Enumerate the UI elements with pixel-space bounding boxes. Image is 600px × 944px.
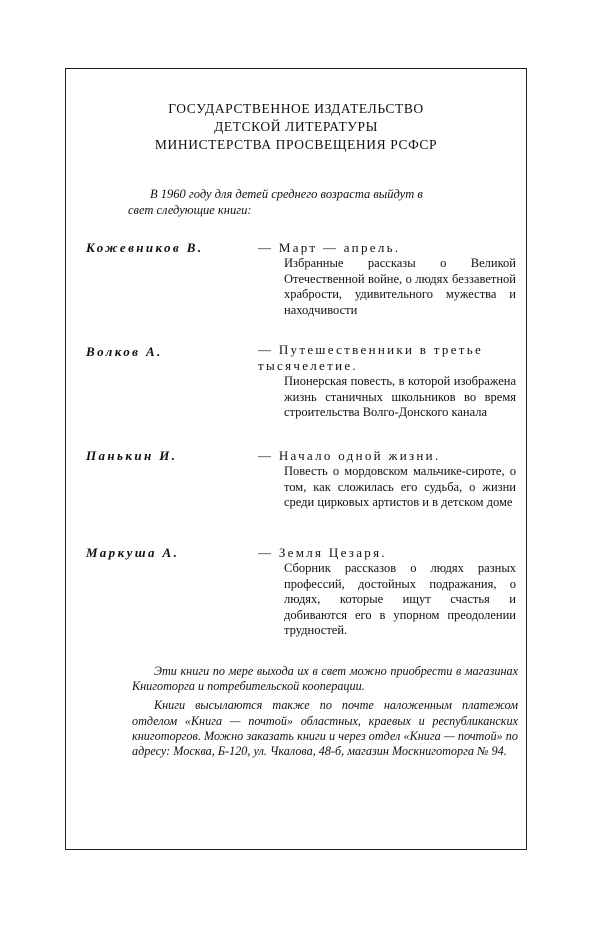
book-author: Кожевников В.: [86, 240, 204, 255]
intro-line-1: В 1960 году для детей среднего возраста выйдут в: [150, 187, 423, 201]
book-title: — Начало одной жизни.: [258, 448, 441, 463]
book-title: — Земля Цезаря.: [258, 545, 387, 560]
header-line-2: ДЕТСКОЙ ЛИТЕРАТУРЫ: [214, 119, 378, 134]
footer-paragraph-1: Эти книги по мере выхода их в свет можно приобрести в магазинах Книготорга и потребительской кооперации.: [132, 664, 518, 694]
book-author: Волков А.: [86, 344, 163, 359]
book-description: Пионерская повесть, в которой изображена жизнь станичных школьников во время строительства Волго-Донского канала: [284, 374, 516, 420]
book-author: Панькин И.: [86, 448, 178, 463]
header-line-1: ГОСУДАРСТВЕННОЕ ИЗДАТЕЛЬСТВО: [168, 101, 424, 116]
footer-paragraph-2: Книги высылаются также по почте наложенным платежом отделом «Книга — почтой» областных, краевых и республиканских книготоргов. Можно заказать книги и через отдел «Книга — почтой» по адресу: Москва, Б-120, ул. Чкалова, 48-б, магазин Москниготорга № 94.: [132, 698, 518, 759]
book-description: Сборник рассказов о людях разных профессий, достойных подражания, о людях, которые ищут счастья и добиваются его в упорном преодолении трудностей.: [284, 561, 516, 638]
ordering-info: [132, 664, 518, 763]
book-description: Избранные рассказы о Великой Отечественной войне, о людях беззаветной храбрости, удивительного мужества и находчивости: [284, 256, 516, 317]
book-description: Повесть о мордовском мальчике-сироте, о том, как сложилась его судьба, о жизни среди цирковых артистов и в детском доме: [284, 464, 516, 510]
header-line-3: МИНИСТЕРСТВА ПРОСВЕЩЕНИЯ РСФСР: [154, 137, 438, 152]
intro-text: [128, 186, 520, 218]
publisher-header: [65, 100, 527, 154]
book-author: Маркуша А.: [86, 545, 180, 560]
intro-line-2: свет следующие книги:: [128, 203, 252, 217]
book-title: — Путешественники в третье тысячелетие.: [258, 342, 484, 373]
book-title: — Март — апрель.: [258, 240, 401, 255]
